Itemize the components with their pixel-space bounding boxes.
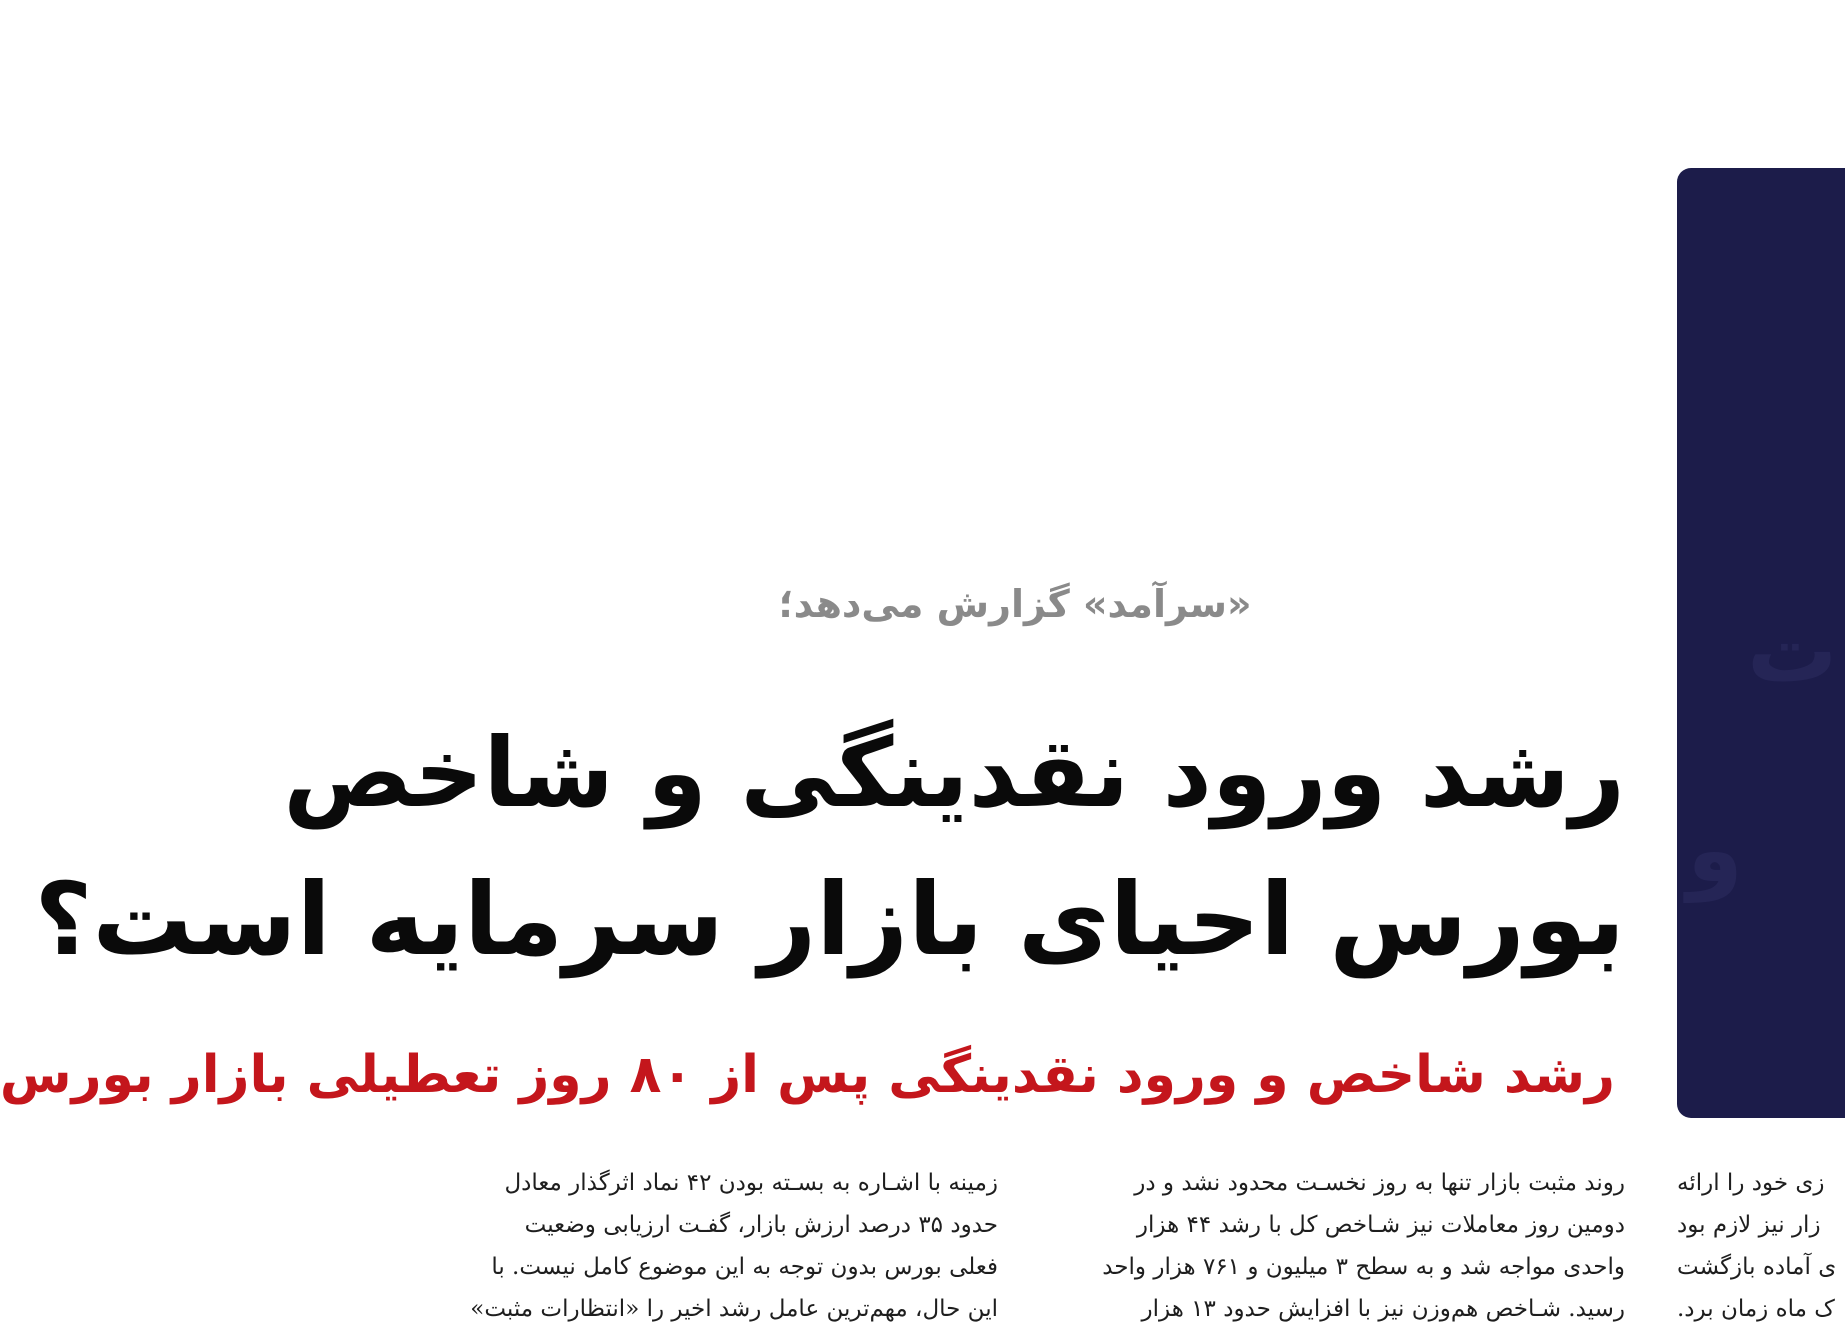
body-line: زمینه با اشـاره به بسـته بودن ۴۲ نماد اثرگذار معادل xyxy=(504,1170,998,1196)
headline-line-2: بورس احیای بازار سرمایه است؟ xyxy=(34,861,1625,978)
body-line: واحدی مواجه شد و به سطح ۳ میلیون و ۷۶۱ هزار واحد xyxy=(1102,1254,1625,1280)
body-line: ی آماده بازگشت xyxy=(1677,1254,1837,1280)
navy-image-panel xyxy=(1677,168,1845,1118)
body-line: این حال، مهم‌ترین عامل رشد اخیر را «انتظارات مثبت» xyxy=(470,1296,998,1322)
body-line: زار نیز لازم بود xyxy=(1677,1212,1821,1238)
body-column-right-cropped xyxy=(1677,1162,1845,1330)
body-line: دومین روز معاملات نیز شـاخص کل با رشد ۴۴ هزار xyxy=(1136,1212,1625,1238)
subheadline: رشد شاخص و ورود نقدینگی پس از ۸۰ روز تعطیلی بازار بورس xyxy=(0,1045,1615,1105)
body-line: زی خود را ارائه xyxy=(1677,1170,1825,1196)
body-line: حدود ۳۵ درصد ارزش بازار، گفـت ارزیابی وضعیت xyxy=(524,1212,998,1238)
kicker-text: «سرآمد» گزارش می‌دهد؛ xyxy=(778,582,1252,626)
headline-line-1: رشد ورود نقدینگی و شاخص xyxy=(283,717,1625,829)
body-line: روند مثبت بازار تنها به روز نخسـت محدود نشد و در xyxy=(1134,1170,1625,1196)
body-line: رسید. شـاخص هم‌وزن نیز با افزایش حدود ۱۳ هزار xyxy=(1141,1296,1625,1322)
body-line: فعلی بورس بدون توجه به این موضوع کامل نیست. با xyxy=(491,1254,998,1280)
body-column-left xyxy=(423,1162,998,1330)
body-column-middle xyxy=(1050,1162,1625,1330)
panel-shadow-shape: ت xyxy=(1747,598,1838,703)
body-line: ک ماه زمان برد. xyxy=(1677,1296,1835,1322)
panel-shadow-shape: و xyxy=(1687,798,1743,903)
